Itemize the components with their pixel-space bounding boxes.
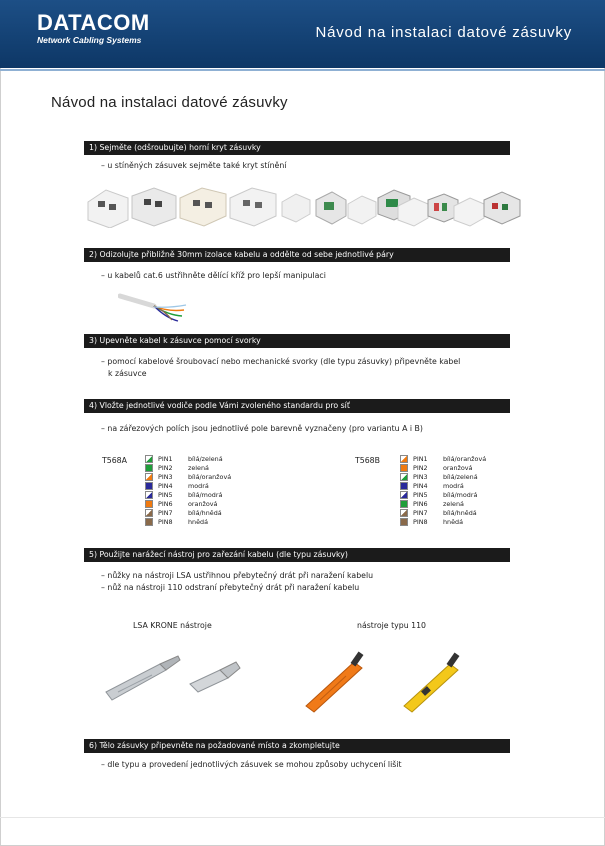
wire-color-label: oranžová [443,464,473,472]
socket-photo-5 [282,194,310,222]
step-5-note-2: – nůž na nástroji 110 odstraní přebytečný drát při naražení kabelu [101,583,360,592]
lsa-tool-2 [190,662,240,692]
wire-color-label: hnědá [188,518,209,526]
pin-row [145,500,217,508]
step-6-heading: 6) Tělo zásuvky připevněte na požadované místo a zkompletujte [84,739,510,753]
wire-color-swatch [400,500,408,508]
socket-photo-12 [484,192,520,224]
step-6-note: – dle typu a provedení jednotlivých zásuvek se mohou způsoby uchycení lišit [101,760,402,769]
step-2-heading: 2) Odizolujte přibližně 30mm izolace kabelu a oddělte od sebe jednotlivé páry [84,248,510,262]
pin-row [400,473,478,481]
wire-color-swatch [145,491,153,499]
step-3-note-2: k zásuvce [108,369,147,378]
wire-color-swatch [400,518,408,526]
socket-photo-1 [88,190,128,228]
wire-color-swatch [400,455,408,463]
wire-color-label: modrá [443,482,464,490]
pin-number: PIN4 [158,482,173,490]
pin-number: PIN2 [158,464,173,472]
step-3-heading: 3) Upevněte kabel k zásuvce pomocí svorky [84,334,510,348]
wire-color-label: zelená [188,464,209,472]
pin-row [400,455,486,463]
type110-tools-label: nástroje typu 110 [357,621,427,630]
wire-color-label: zelená [443,500,464,508]
wire-color-swatch [400,482,408,490]
pin-number: PIN3 [413,473,428,481]
wire-color-label: modrá [188,482,209,490]
wire-color-swatch [145,509,153,517]
pin-row [400,482,464,490]
pin-row [145,491,222,499]
pin-row [145,455,223,463]
pin-row [145,464,209,472]
pin-row [400,500,464,508]
wire-color-label: oranžová [188,500,218,508]
pin-row [400,509,477,517]
pin-row [145,473,231,481]
wire-color-label: bílá/modrá [188,491,223,499]
pin-number: PIN2 [413,464,428,472]
wire-color-label: bílá/zelená [188,455,223,463]
brand-logo: DATACOM [37,10,150,35]
socket-photos [84,182,524,228]
step-5-note-1: – nůžky na nástroji LSA ustřihnou přebytečný drát při naražení kabelu [101,571,374,580]
pin-row [400,518,463,526]
step-3-note-1: – pomocí kabelové šroubovací nebo mechanické svorky (dle typu zásuvky) připevněte kabel [101,357,461,366]
header-title: Návod na instalaci datové zásuvky [315,24,572,41]
lsa-tools-label: LSA KRONE nástroje [133,621,212,630]
wire-color-swatch [145,464,153,472]
socket-photo-3 [180,188,226,226]
pin-number: PIN7 [413,509,428,517]
socket-photo-4 [230,188,276,226]
pin-number: PIN8 [158,518,173,526]
pin-number: PIN3 [158,473,173,481]
standard-t568b-label: T568B [355,456,380,465]
step-2-note: – u kabelů cat.6 ustřihněte dělící kříž pro lepší manipulaci [101,271,326,280]
socket-photo-6 [316,192,346,224]
step-1-note: – u stíněných zásuvek sejměte také kryt stínění [101,161,287,170]
wire-color-label: hnědá [443,518,464,526]
pin-number: PIN6 [158,500,173,508]
pin-number: PIN7 [158,509,173,517]
lsa-krone-tools-photo [100,648,250,708]
yellow-punch-tool [404,653,459,712]
socket-photo-2 [132,188,176,226]
pin-row [400,491,477,499]
step-5-heading: 5) Použijte narážecí nástroj pro zařezání kabelu (dle typu zásuvky) [84,548,510,562]
wire-color-label: bílá/zelená [443,473,478,481]
lsa-tool-1 [106,656,180,700]
wire-color-swatch [145,500,153,508]
header-banner [0,0,605,68]
pin-number: PIN6 [413,500,428,508]
type110-tools-photo [300,648,480,716]
step-1-heading: 1) Sejměte (odšroubujte) horní kryt zásuvky [84,141,510,155]
pin-row [145,518,208,526]
wire-color-swatch [145,455,153,463]
wire-color-label: bílá/oranžová [188,473,232,481]
wire-color-swatch [400,464,408,472]
standard-t568a-pinout [145,455,265,527]
stripped-cable-photo [118,290,188,324]
pin-number: PIN4 [413,482,428,490]
wire-color-label: bílá/hnědá [188,509,222,517]
pin-number: PIN1 [158,455,173,463]
wire-color-swatch [145,518,153,526]
pin-row [145,482,209,490]
wire-color-swatch [400,473,408,481]
wire-color-label: bílá/modrá [443,491,478,499]
wire-color-swatch [145,473,153,481]
wire-color-swatch [400,491,408,499]
wire-color-label: bílá/hnědá [443,509,477,517]
pin-number: PIN5 [158,491,173,499]
pin-number: PIN1 [413,455,428,463]
footer-divider [0,817,605,818]
socket-photo-7 [348,196,376,224]
header-divider [0,69,605,71]
step-4-heading: 4) Vložte jednotlivé vodiče podle Vámi zvoleného standardu pro síť [84,399,510,413]
step-4-note: – na zářezových polích jsou jednotlivé pole barevně vyznačeny (pro variantu A i B) [101,424,423,433]
brand-tagline: Network Cabling Systems [37,35,142,45]
wire-color-swatch [400,509,408,517]
pin-row [145,509,222,517]
pin-row [400,464,472,472]
standard-t568b-pinout [400,455,520,527]
pin-number: PIN8 [413,518,428,526]
standard-t568a-label: T568A [102,456,127,465]
wire-color-swatch [145,482,153,490]
wire-color-label: bílá/oranžová [443,455,487,463]
page-title: Návod na instalaci datové zásuvky [51,94,288,111]
pin-number: PIN5 [413,491,428,499]
orange-punch-tool [306,652,363,712]
